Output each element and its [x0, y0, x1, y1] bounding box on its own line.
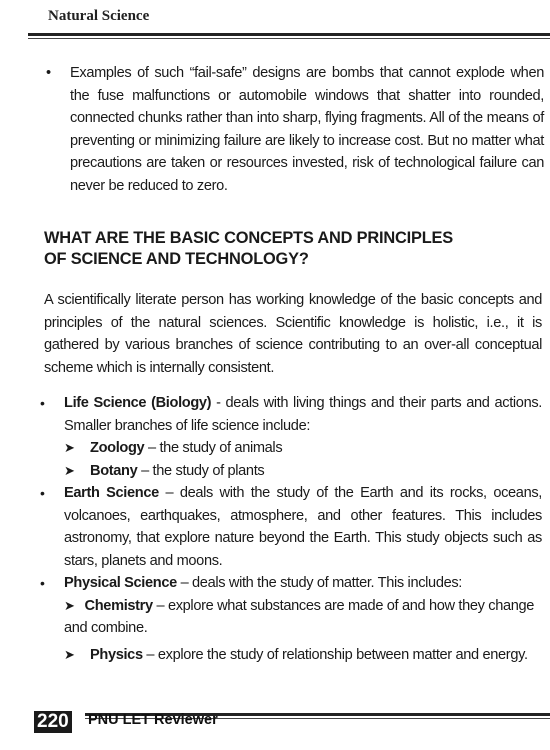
list-item-earth-science: [36, 482, 542, 572]
arrow-right-icon: ➤: [64, 646, 75, 662]
branch-title: Earth Science: [64, 485, 159, 501]
section-heading-line-1: WHAT ARE THE BASIC CONCEPTS AND PRINCIPLES: [44, 229, 453, 247]
header-rule-thick: [28, 33, 550, 36]
bullet-icon: •: [40, 575, 45, 591]
list-item-life-science: [36, 392, 542, 482]
sub-item-name: Botany: [90, 462, 138, 479]
branch-title: Physical Science: [64, 575, 177, 591]
list-item-physical-science: [36, 572, 542, 666]
sub-item-description: – the study of plants: [137, 462, 265, 479]
science-branches-list: [36, 392, 542, 666]
header-rule-thin: [28, 38, 550, 39]
sub-item-zoology: [64, 437, 542, 460]
bullet-icon: •: [46, 65, 51, 81]
section-heading-line-2: OF SCIENCE AND TECHNOLOGY?: [44, 250, 309, 268]
branch-title: Life Science (Biology): [64, 395, 212, 411]
sub-item-description: – explore what substances are made of and how they change and combine.: [64, 597, 535, 636]
footer-title: PNU LET Reviewer: [88, 712, 218, 728]
branch-description: – deals with the study of matter. This includes:: [176, 575, 463, 591]
running-header: Natural Science: [48, 8, 150, 24]
arrow-right-icon: ➤: [64, 440, 75, 455]
bullet-icon: •: [40, 395, 45, 411]
sub-item-botany: [64, 460, 542, 483]
intro-paragraph: A scientifically literate person has working knowledge of the basic concepts and principles of the natural sciences. Scientific knowledge is holistic, i.e., it is gathered by various branches of science contributing to an over-all conceptual scheme which is internally consistent.: [44, 292, 542, 376]
sub-item-name: Zoology: [90, 440, 145, 456]
branch-description: – deals with the study of the Earth and its rocks, oceans, volcanoes, earthquakes, atmosphere, and other features. This includes astronomy, that explore nature beyond the Earth. This study objects such as stars, planets and moons.: [64, 485, 542, 569]
sub-item-description: – the study of animals: [144, 440, 283, 456]
arrow-right-icon: ➤: [64, 462, 75, 478]
arrow-right-icon: ➤: [64, 597, 75, 613]
section-heading: [44, 228, 514, 270]
sub-item-description: – explore the study of relationship between matter and energy.: [142, 646, 528, 663]
fail-safe-text: Examples of such “fail-safe” designs are bombs that cannot explode when the fuse malfunctions or automobile windows that shatter into rounded, connected chunks rather than into sharp, flying fragments. All of the means of preventing or minimizing failure are likely to increase cost. But no matter what precautions are taken or resources invested, risk of technological failure can never be reduced to zero.: [70, 65, 544, 194]
bullet-icon: •: [40, 485, 45, 501]
sub-item-physics: [64, 644, 542, 667]
sub-item-chemistry: [64, 595, 542, 640]
fail-safe-paragraph: [46, 62, 544, 197]
sub-item-name: Physics: [90, 646, 143, 663]
sub-item-name: Chemistry: [84, 597, 153, 614]
branch-description: - deals with living things and their parts and actions. Smaller branches of life science include:: [64, 395, 542, 434]
page-number-badge: 220: [34, 711, 72, 733]
